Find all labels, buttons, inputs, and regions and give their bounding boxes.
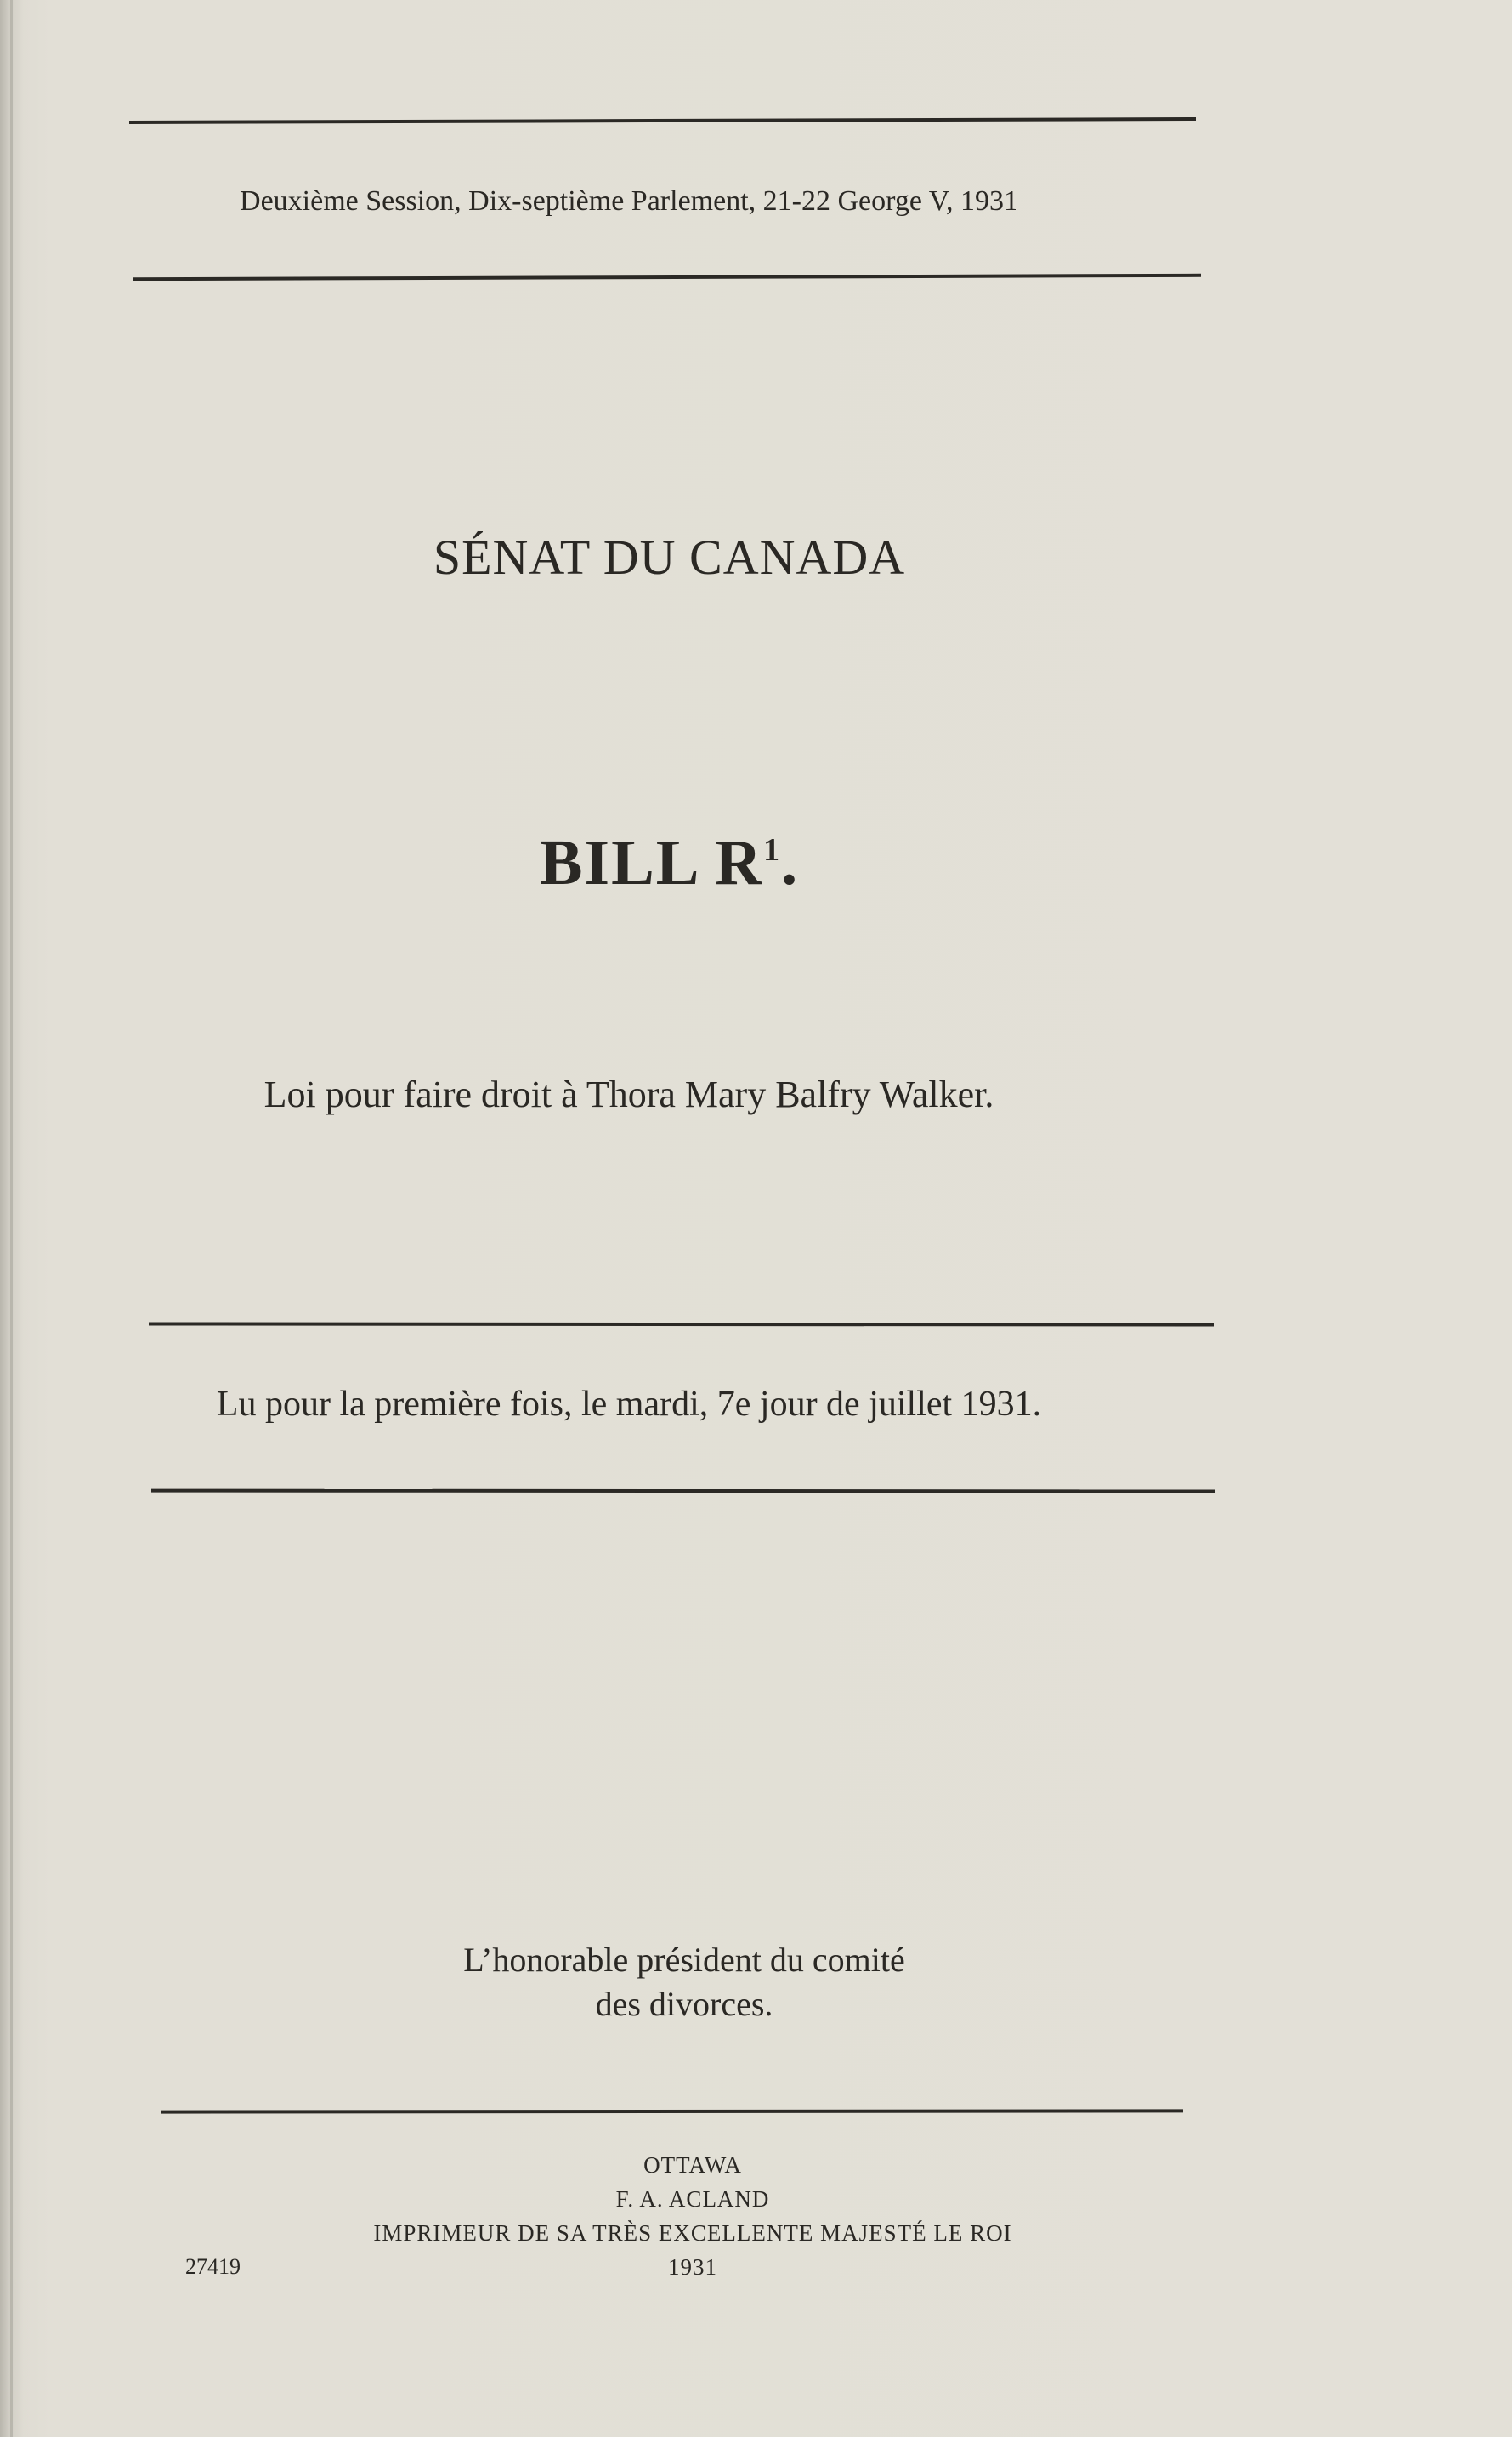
reading-bottom-rule [151, 1489, 1215, 1493]
bill-title: Loi pour faire droit à Thora Mary Balfry Walker. [263, 1074, 994, 1115]
print-code: 27419 [185, 2254, 241, 2279]
bill-period: . [781, 827, 800, 898]
sponsor-line-1: L’honorable président du comité [463, 1941, 905, 1979]
imprint-city: OTTAWA [643, 2152, 742, 2178]
session-line: Deuxième Session, Dix-septième Parlement, 21-22 George V, 1931 [240, 185, 1018, 217]
bill-superscript: 1 [763, 832, 782, 868]
imprint-printer-title: IMPRIMEUR DE SA TRÈS EXCELLENTE MAJESTÉ LE ROI [373, 2220, 1012, 2246]
reading-top-rule [149, 1322, 1214, 1326]
imprint-printer-name: F. A. ACLAND [615, 2186, 770, 2212]
bill-label: BILL R [539, 827, 764, 898]
top-rule [129, 117, 1196, 124]
first-reading-line: Lu pour la première fois, le mardi, 7e jour de juillet 1931. [216, 1385, 1042, 1424]
imprint-top-rule [161, 2109, 1183, 2113]
sponsor-line-2: des divorces. [595, 1985, 773, 2023]
sponsor-block [255, 1938, 1113, 2026]
imprint-year: 1931 [668, 2254, 717, 2280]
page-edge [10, 0, 13, 2437]
session-bottom-rule [133, 274, 1201, 281]
chamber-title: SÉNAT DU CANADA [433, 530, 906, 585]
bill-number [382, 826, 956, 900]
